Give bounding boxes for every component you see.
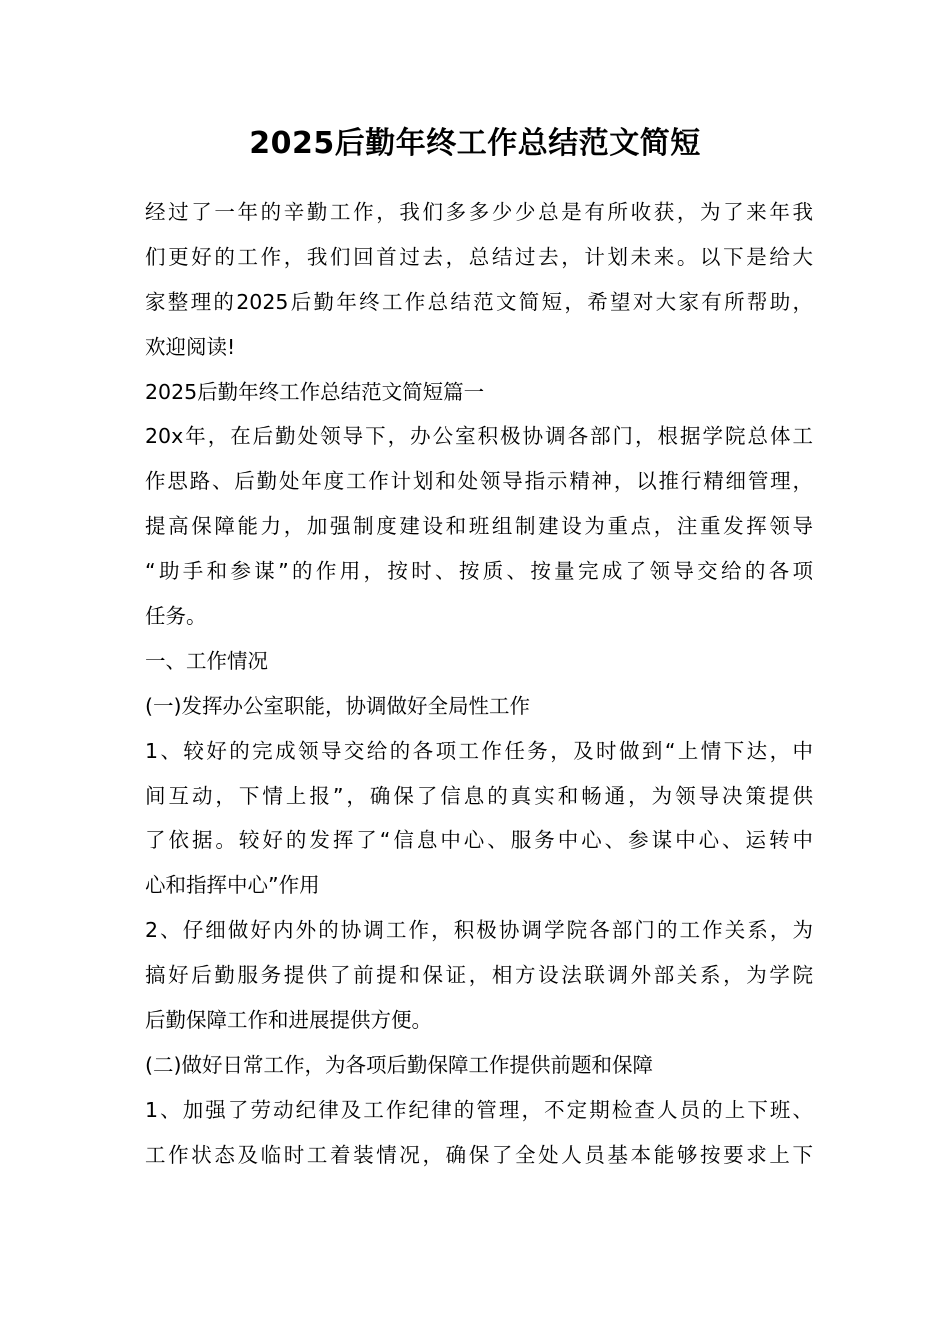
- text-line: 工作状态及临时工着装情况，确保了全处人员基本能够按要求上下: [145, 1142, 813, 1167]
- text-line: 欢迎阅读!: [145, 334, 236, 359]
- text-line: 们更好的工作，我们回首过去，总结过去，计划未来。以下是给大: [145, 244, 813, 269]
- text-line: 心和指挥中心”作用: [145, 873, 320, 898]
- text-line: 间互动，下情上报”，确保了信息的真实和畅通，为领导决策提供: [145, 783, 813, 808]
- text-line: 了依据。较好的发挥了“信息中心、服务中心、参谋中心、运转中: [145, 828, 813, 853]
- document-body: [145, 190, 813, 1178]
- text-line: 2、仔细做好内外的协调工作，积极协调学院各部门的工作关系，为: [145, 918, 813, 943]
- text-line: 20x年，在后勤处领导下，办公室积极协调各部门，根据学院总体工: [145, 424, 813, 449]
- text-line: 一、工作情况: [145, 648, 268, 673]
- text-line: 1、较好的完成领导交给的各项工作任务，及时做到“上情下达，中: [145, 738, 813, 763]
- text-line: 搞好后勤服务提供了前提和保证，相方设法联调外部关系，为学院: [145, 963, 813, 988]
- text-line: “助手和参谋”的作用，按时、按质、按量完成了领导交给的各项: [145, 559, 813, 584]
- text-line: (一)发挥办公室职能，协调做好全局性工作: [145, 693, 530, 718]
- text-line: 后勤保障工作和进展提供方便。: [145, 1008, 432, 1033]
- text-line: 1、加强了劳动纪律及工作纪律的管理，不定期检查人员的上下班、: [145, 1097, 813, 1122]
- text-line: 家整理的2025后勤年终工作总结范文简短，希望对大家有所帮助，: [145, 289, 813, 314]
- text-line: 作思路、后勤处年度工作计划和处领导指示精神，以推行精细管理，: [145, 469, 813, 494]
- text-line: (二)做好日常工作，为各项后勤保障工作提供前题和保障: [145, 1052, 653, 1077]
- text-line: 提高保障能力，加强制度建设和班组制建设为重点，注重发挥领导: [145, 514, 813, 539]
- text-line: 2025后勤年终工作总结范文简短篇一: [145, 379, 485, 404]
- text-line: 任务。: [145, 604, 207, 629]
- text-line: 经过了一年的辛勤工作，我们多多少少总是有所收获，为了来年我: [145, 200, 813, 224]
- document-title: 2025后勤年终工作总结范文简短: [249, 126, 701, 161]
